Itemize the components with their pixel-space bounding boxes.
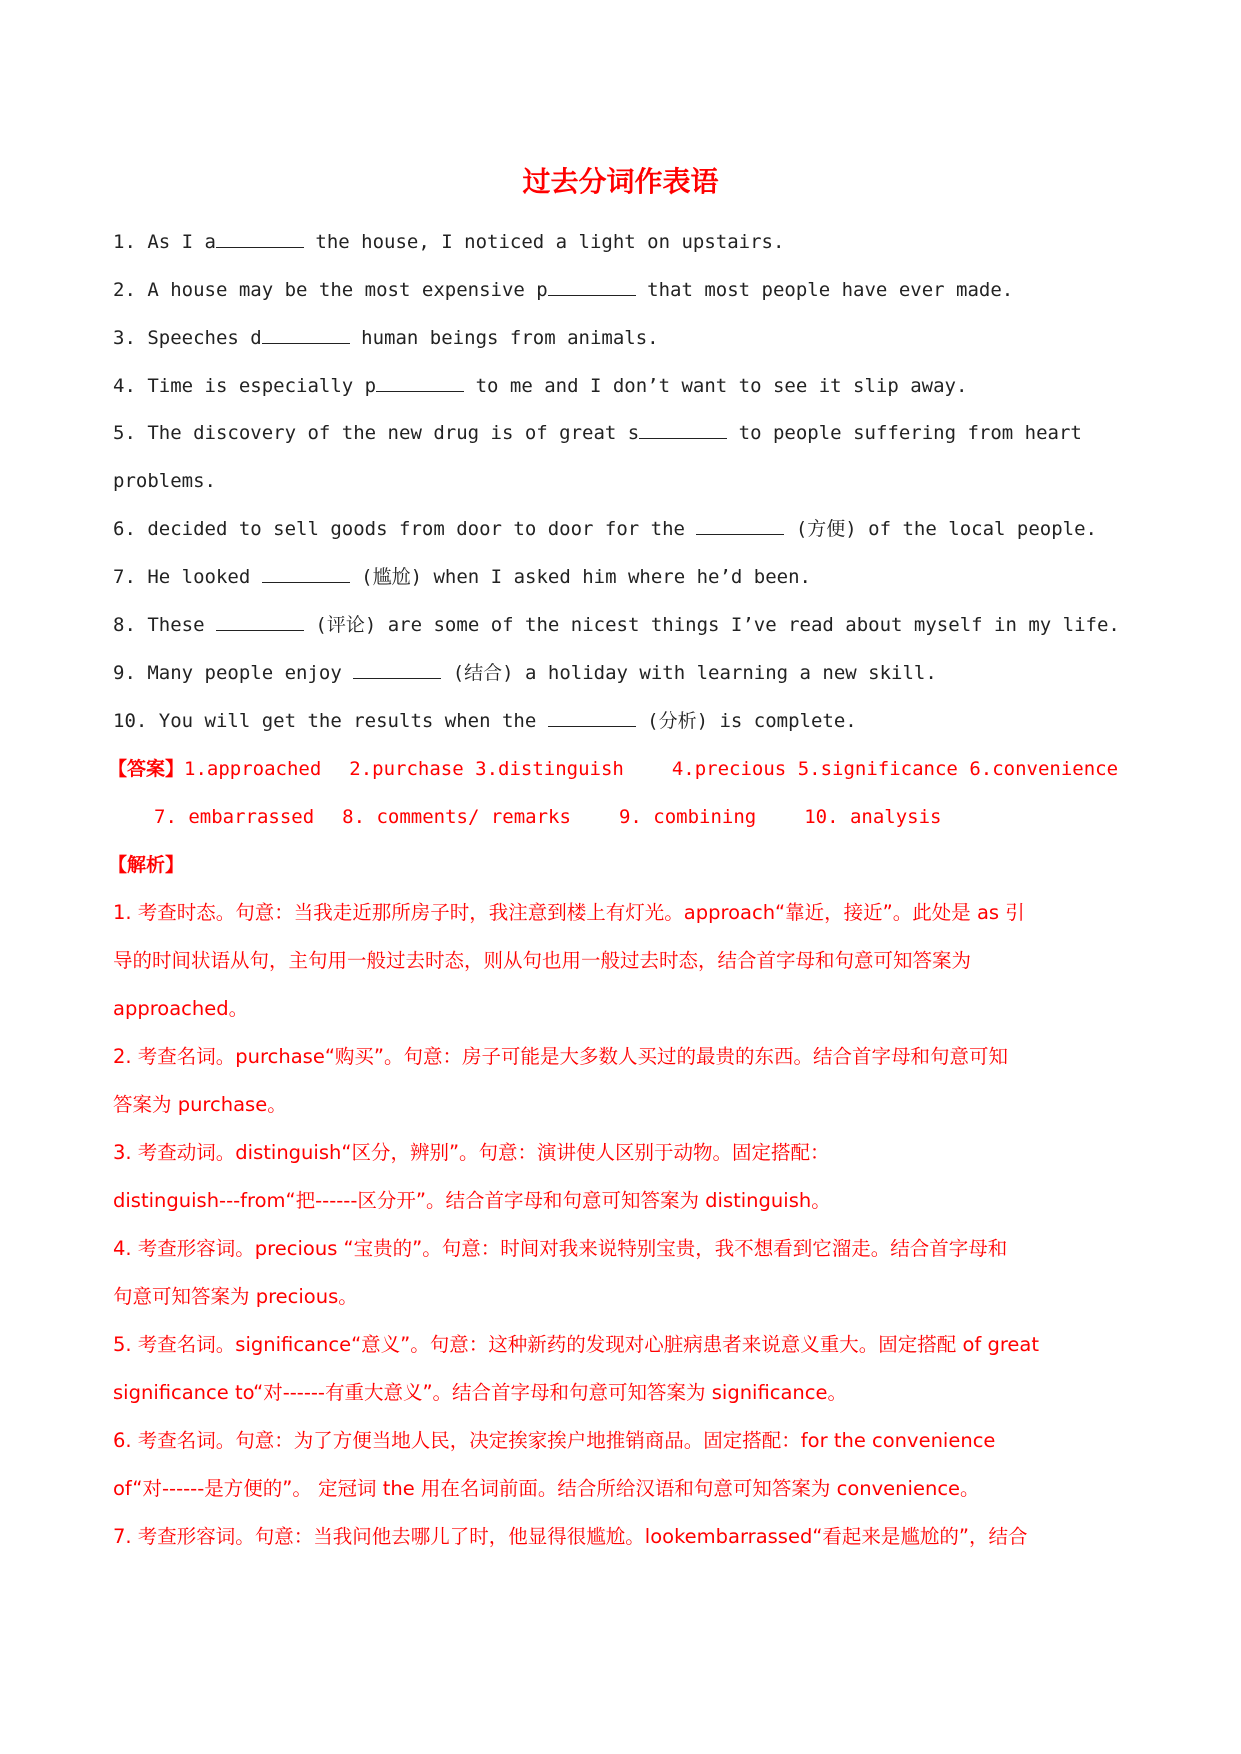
answer-blank[interactable]	[376, 373, 464, 392]
analysis-line: approached。	[113, 997, 249, 1020]
analysis-line: 1. 考查时态。句意：当我走近那所房子时，我注意到楼上有灯光。approach“靠近，接近”。此处是 as 引	[113, 901, 1025, 924]
answer-blank[interactable]	[216, 612, 304, 631]
answer-blank[interactable]	[262, 564, 350, 583]
answer-blank[interactable]	[262, 325, 350, 344]
analysis-line: 2. 考查名词。purchase“购买”。句意：房子可能是大多数人买过的最贵的东西。结合首字母和句意可知	[113, 1045, 1009, 1068]
analysis-heading: 【解析】	[108, 854, 185, 876]
question-10: 10. You will get the results when the (分析) is complete.	[113, 710, 857, 732]
question-8: 8. These (评论) are some of the nicest things I’ve read about myself in my life.	[113, 614, 1120, 636]
analysis-line: significance to“对------有重大意义”。结合首字母和句意可知答案为 significance。	[113, 1381, 848, 1404]
question-9: 9. Many people enjoy (结合) a holiday with learning a new skill.	[113, 662, 937, 684]
answer-row-1: 【答案】1.approached 2.purchase 3.distinguish 4.precious 5.significance 6.convenience	[108, 758, 1119, 780]
answer-blank[interactable]	[639, 420, 727, 439]
answer-blank[interactable]	[696, 516, 784, 535]
answer-blank[interactable]	[353, 660, 441, 679]
question-4: 4. Time is especially p to me and I don’t want to see it slip away.	[113, 375, 968, 397]
analysis-line: 导的时间状语从句，主句用一般过去时态，则从句也用一般过去时态，结合首字母和句意可知答案为	[113, 949, 972, 972]
analysis-line: 7. 考查形容词。句意：当我问他去哪儿了时，他显得很尴尬。lookembarrassed“看起来是尴尬的”，结合	[113, 1525, 1028, 1548]
answer-row-2: 7. embarrassed 8. comments/ remarks 9. combining 10. analysis	[154, 806, 942, 828]
question-6: 6. decided to sell goods from door to door for the (方便) of the local people.	[113, 518, 1097, 540]
answer-blank[interactable]	[216, 229, 304, 248]
analysis-line: of“对------是方便的”。 定冠词 the 用在名词前面。结合所给汉语和句意可知答案为 convenience。	[113, 1477, 980, 1500]
answer-blank[interactable]	[548, 277, 636, 296]
analysis-line: 答案为 purchase。	[113, 1093, 287, 1116]
analysis-line: 句意可知答案为 precious。	[113, 1285, 358, 1308]
question-5-continued: problems.	[113, 470, 216, 492]
analysis-line: 3. 考查动词。distinguish“区分，辨别”。句意：演讲使人区别于动物。固定搭配：	[113, 1141, 830, 1164]
answer-blank[interactable]	[548, 708, 636, 727]
question-3: 3. Speeches d human beings from animals.	[113, 327, 659, 349]
question-7: 7. He looked (尴尬) when I asked him where he’d been.	[113, 566, 811, 588]
page-title: 过去分词作表语	[522, 165, 719, 198]
analysis-line: 6. 考查名词。句意：为了方便当地人民，决定挨家挨户地推销商品。固定搭配：for the convenience	[113, 1429, 996, 1452]
answer-tag: 【答案】	[108, 758, 185, 780]
question-2: 2. A house may be the most expensive p that most people have ever made.	[113, 279, 1014, 301]
question-5: 5. The discovery of the new drug is of great s to people suffering from heart	[113, 422, 1082, 444]
analysis-line: 4. 考查形容词。precious “宝贵的”。句意：时间对我来说特别宝贵，我不想看到它溜走。结合首字母和	[113, 1237, 1008, 1260]
analysis-line: distinguish---from“把------区分开”。结合首字母和句意可知答案为 distinguish。	[113, 1189, 831, 1212]
analysis-line: 5. 考查名词。significance“意义”。句意：这种新药的发现对心脏病患者来说意义重大。固定搭配 of great	[113, 1333, 1040, 1356]
question-1: 1. As I a the house, I noticed a light on upstairs.	[113, 231, 785, 253]
